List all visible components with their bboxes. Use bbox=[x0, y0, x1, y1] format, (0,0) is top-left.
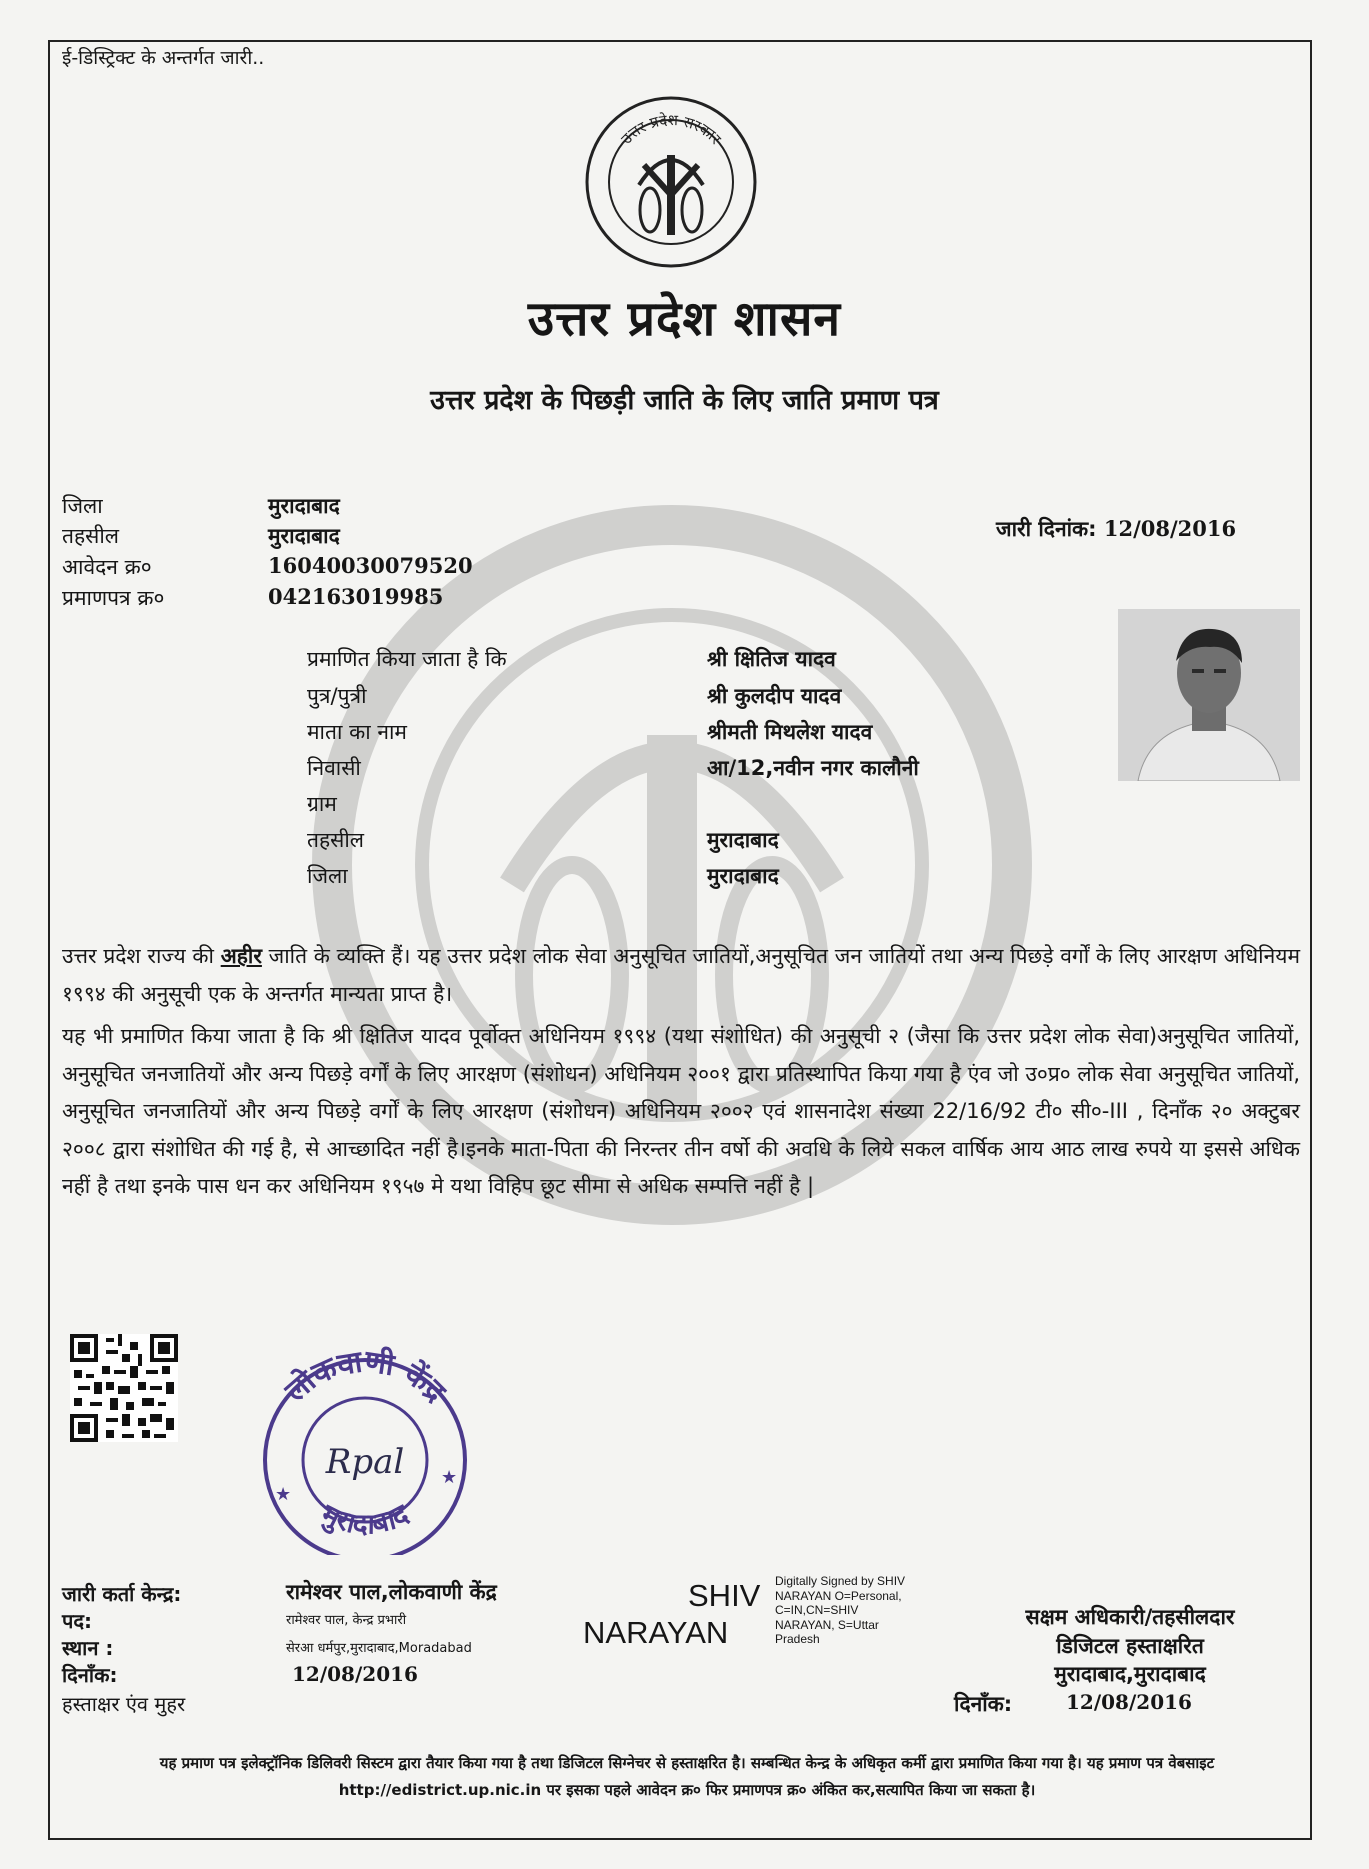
meta-value-application-no: 16040030079520 bbox=[268, 553, 473, 578]
stamp-top-text: लोकवाणी केंद्र bbox=[278, 1345, 453, 1410]
issued-under-e-district-note: ई-डिस्ट्रिक्ट के अन्तर्गत जारी.. bbox=[62, 47, 265, 69]
meta-label-application-no: आवेदन क्र० bbox=[62, 555, 152, 579]
officer-digital-signed: डिजिटल हस्ताक्षरित bbox=[1056, 1634, 1204, 1658]
svg-text:मुरादाबाद bbox=[315, 1497, 415, 1541]
lokvani-kendra-stamp bbox=[245, 1345, 485, 1555]
stamp-bottom-text: मुरादाबाद bbox=[316, 1497, 414, 1541]
emblem-arc-text: उत्तर प्रदेश सरकार bbox=[617, 110, 725, 148]
issuer-label-place: स्थान : bbox=[62, 1636, 114, 1660]
caste-name: अहीर bbox=[220, 944, 262, 968]
meta-label-district: जिला bbox=[62, 494, 103, 518]
para1-before: उत्तर प्रदेश राज्य की bbox=[62, 944, 221, 968]
issuer-label-signature: हस्ताक्षर एंव मुहर bbox=[62, 1692, 186, 1716]
svg-text:★: ★ bbox=[441, 1467, 458, 1488]
info-value-address: आ/12,नवीन नगर कालौनी bbox=[707, 756, 919, 780]
digital-signature-details: Digitally Signed by SHIV NARAYAN O=Personal, C=IN,CN=SHIV NARAYAN, S=Uttar Pradesh bbox=[775, 1574, 906, 1646]
issuer-place: सेरआ धर्मपुर,मुरादाबाद,Moradabad bbox=[286, 1641, 472, 1656]
issuer-label-date: दिनाँक: bbox=[62, 1663, 118, 1687]
officer-date-label: दिनाँक: bbox=[954, 1692, 1013, 1716]
issuer-label-post: पद: bbox=[62, 1609, 92, 1633]
info-label-mother: माता का नाम bbox=[307, 720, 407, 744]
issue-date-value: 12/08/2016 bbox=[1103, 516, 1237, 541]
issue-date-label: जारी दिनांक: bbox=[996, 517, 1097, 541]
officer-location: मुरादाबाद,मुरादाबाद bbox=[1054, 1662, 1206, 1686]
info-value-father: श्री कुलदीप यादव bbox=[707, 684, 842, 708]
qr-code bbox=[70, 1333, 178, 1443]
issue-date bbox=[996, 515, 1236, 543]
svg-text:लोकवाणी केंद्र bbox=[277, 1345, 453, 1410]
issuer-center-name: रामेश्वर पाल,लोकवाणी केंद्र bbox=[286, 1580, 497, 1604]
para1-after: जाति के व्यक्ति हैं। यह उत्तर प्रदेश लोक सेवा अनुसूचित जातियों,अनुसूचित जन जातियों तथा अन्य पिछड़े वर्गों के लिए आरक्षण अधिनियम १९९४ की अनुसूची एक के अन्तर्गत मान्यता प्राप्त है। bbox=[62, 944, 1301, 1006]
issuer-date: 12/08/2016 bbox=[292, 1662, 418, 1686]
info-label-certified: प्रमाणित किया जाता है कि bbox=[307, 647, 507, 671]
digital-signature-name-line1: SHIV bbox=[688, 1578, 761, 1613]
digital-signature-name-line2: NARAYAN bbox=[583, 1615, 729, 1650]
footer-verification-note: यह प्रमाण पत्र इलेक्ट्रॉनिक डिलिवरी सिस्टम द्वारा तैयार किया गया है तथा डिजिटल सिग्नेचर से हस्ताक्षरित है। सम्बन्धित केन्द्र के अधिकृत कर्मी द्वारा प्रमाणित किया गया है। यह प्रमाण पत्र वेबसाइट http://edistrict.up.nic.in पर इसका पहले आवेदन क्र० फिर प्रमाणपत्र क्र० अंकित कर,सत्यापित किया जा सकता है। bbox=[159, 1754, 1215, 1799]
info-label-district: जिला bbox=[307, 864, 348, 888]
meta-value-district: मुरादाबाद bbox=[268, 493, 340, 518]
info-value-name: श्री क्षितिज यादव bbox=[707, 647, 836, 671]
svg-text:उत्तर प्रदेश सरकार bbox=[617, 111, 725, 149]
meta-label-certificate-no: प्रमाणपत्र क्र० bbox=[62, 586, 165, 610]
up-government-emblem bbox=[584, 95, 758, 269]
info-label-son-daughter: पुत्र/पुत्री bbox=[307, 684, 367, 708]
caste-declaration-paragraph bbox=[62, 938, 1300, 1013]
info-label-tehsil: तहसील bbox=[307, 828, 364, 852]
stamp-signature: Rpal bbox=[325, 1442, 405, 1482]
certificate-title: उत्तर प्रदेश के पिछड़ी जाति के लिए जाति प्रमाण पत्र bbox=[430, 385, 939, 416]
meta-value-tehsil: मुरादाबाद bbox=[268, 523, 340, 548]
info-label-village: ग्राम bbox=[307, 792, 337, 816]
issuer-post: रामेश्वर पाल, केन्द्र प्रभारी bbox=[286, 1613, 407, 1628]
applicant-photo-image bbox=[1118, 609, 1300, 781]
meta-value-certificate-no: 042163019985 bbox=[268, 584, 444, 609]
meta-label-tehsil: तहसील bbox=[62, 524, 119, 548]
officer-date: 12/08/2016 bbox=[1066, 1690, 1192, 1714]
officer-designation: सक्षम अधिकारी/तहसीलदार bbox=[1025, 1605, 1235, 1629]
creamy-layer-paragraph: यह भी प्रमाणित किया जाता है कि श्री क्षितिज यादव पूर्वोक्त अधिनियम १९९४ (यथा संशोधित) की अनुसूची २ (जैसा कि उत्तर प्रदेश लोक सेवा)अनुसूचित जातियों, अनुसूचित जनजातियों और अन्य पिछड़े वर्गों के लिए आरक्षण (संशोधन) अधिनियम २००१ द्वारा प्रतिस्थापित किया गया है एंव जो उ०प्र० लोक सेवा अनुसूचित जातियों, अनुसूचित जनजातियों और अन्य पिछड़े वर्गों के लिए आरक्षण (संशोधन) अधिनियम २००२ एवं शासनादेश संख्या 22/16/92 टी० सी०-III , दिनाँक २० अक्टुबर २००८ द्वारा संशोधित की गई है, से आच्छादित नहीं है।इनके माता-पिता की निरन्तर तीन वर्षो की अवधि के लिये सकल वार्षिक आय आठ लाख रुपये या इससे अधिक नहीं है तथा इनके पास धन कर अधिनियम १९५७ मे यथा विहिप छूट सीमा से अधिक सम्पत्ति नहीं है | bbox=[62, 1024, 1300, 1198]
applicant-photo bbox=[1118, 609, 1300, 781]
info-label-resident: निवासी bbox=[307, 756, 361, 780]
info-value-tehsil: मुरादाबाद bbox=[707, 828, 779, 852]
info-value-district: मुरादाबाद bbox=[707, 864, 779, 888]
svg-text:★: ★ bbox=[275, 1484, 292, 1505]
issuer-label-center: जारी कर्ता केन्द्र: bbox=[62, 1582, 182, 1606]
info-value-mother: श्रीमती मिथलेश यादव bbox=[707, 720, 873, 744]
government-title: उत्तर प्रदेश शासन bbox=[527, 291, 842, 347]
